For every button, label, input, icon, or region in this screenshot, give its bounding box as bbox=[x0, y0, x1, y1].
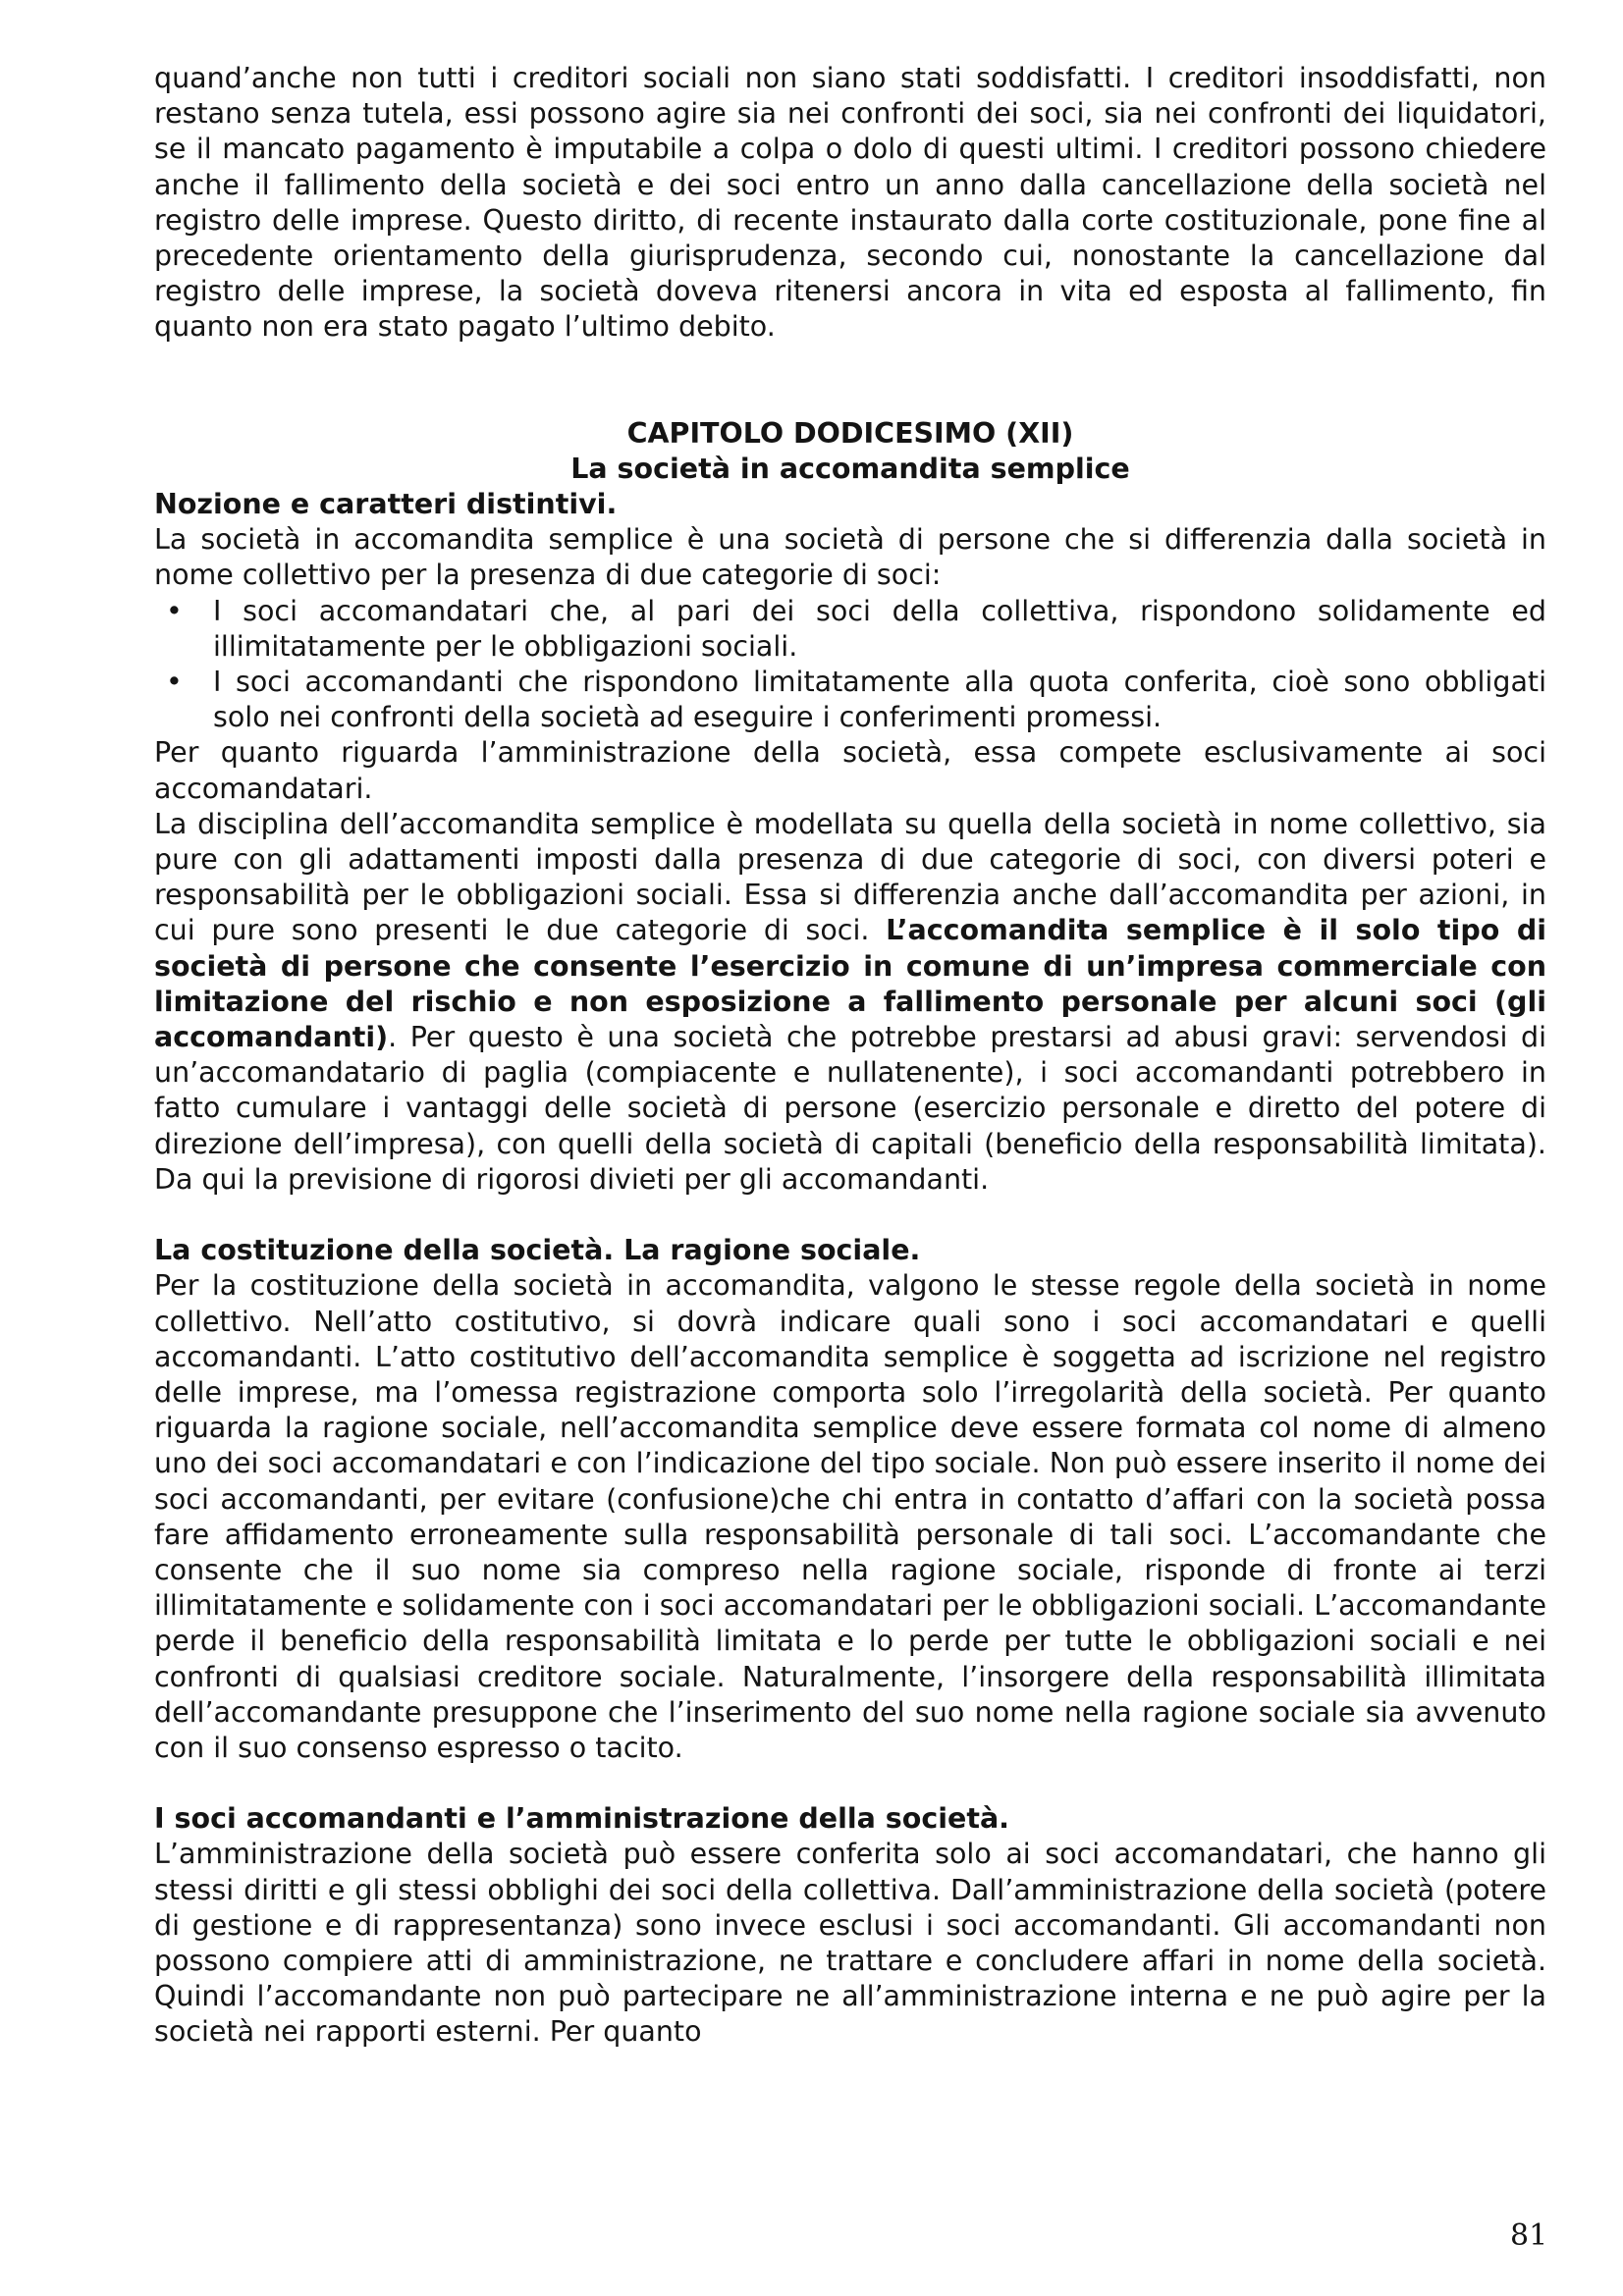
list-item-text: I soci accomandatari che, al pari dei soci della collettiva, rispondono solidamente ed illimitatamente per le obbligazioni sociali. bbox=[213, 594, 1546, 663]
spacer bbox=[154, 346, 1546, 416]
discipline-text-end: . Per questo è una società che potrebbe prestarsi ad abusi gravi: servendosi di un’accomandatario di paglia (compiacente e nullatenente), i soci accomandanti potrebbero in fatto cumulare i vantaggi delle società di persone (esercizio personale e diretto del potere di direzione dell’impresa), con quelli della società di capitali (beneficio della responsabilità limitata). Da qui la previsione di rigorosi divieti per gli accomandanti. bbox=[154, 1021, 1546, 1196]
discipline-paragraph bbox=[154, 807, 1546, 1198]
discipline-emphasis: L’accomandita semplice è il solo tipo di società di persone che consente l’esercizio in comune di un’impresa commerciale con limitazione del rischio e non esposizione a fallimento personale per alcuni soci (gli accomandanti) bbox=[154, 914, 1547, 1054]
intro-paragraph: quand’anche non tutti i creditori sociali non siano stati soddisfatti. I creditori insoddisfatti, non restano senza tutela, essi possono agire sia nei confronti dei soci, sia nei confronti dei liquidatori, se il mancato pagamento è imputabile a colpa o dolo di questi ultimi. I creditori possono chiedere anche il fallimento della società e dei soci entro un anno dalla cancellazione della società nel registro delle imprese. Questo diritto, di recente instaurato dalla corte costituzionale, pone fine al precedente orientamento della giurisprudenza, secondo cui, nonostante la cancellazione dal registro delle imprese, la società doveva ritenersi ancora in vita ed esposta al fallimento, fin quanto non era stato pagato l’ultimo debito. bbox=[154, 62, 1546, 344]
admin-paragraph: Per quanto riguarda l’amministrazione della società, essa compete esclusivamente ai soci accomandatari. bbox=[154, 736, 1546, 805]
section-heading-nozione: Nozione e caratteri distintivi. bbox=[154, 488, 618, 521]
chapter-subtitle: La società in accomandita semplice bbox=[570, 452, 1130, 485]
categories-list bbox=[154, 594, 1546, 736]
bullet-icon: • bbox=[166, 594, 183, 627]
discipline-text-start: La disciplina dell’accomandita semplice è modellata su quella della società in nome collettivo, sia pure con gli adattamenti imposti dalla presenza di due categorie di soci, con diversi poteri e responsabilità per le obbligazioni sociali. Essa si differenzia anche dall’accomandita per azioni, in cui pure sono presenti le due categorie di soci. bbox=[154, 807, 1546, 947]
list-item-text: I soci accomandanti che rispondono limitatamente alla quota conferita, cioè sono obbligati solo nei confronti della società ad eseguire i conferimenti promessi. bbox=[213, 666, 1546, 734]
section-heading-costituzione: La costituzione della società. La ragione sociale. bbox=[154, 1234, 921, 1267]
bullet-icon: • bbox=[166, 666, 183, 699]
section1-intro: La società in accomandita semplice è una società di persone che si differenzia dalla società in nome collettivo per la presenza di due categorie di soci: bbox=[154, 523, 1546, 592]
chapter-title: CAPITOLO DODICESIMO (XII) bbox=[626, 416, 1074, 450]
list-item bbox=[166, 594, 1546, 665]
spacer bbox=[154, 1198, 1546, 1233]
section-heading-amministrazione: I soci accomandanti e l’amministrazione della società. bbox=[154, 1802, 1010, 1836]
list-item bbox=[166, 665, 1546, 735]
costituzione-paragraph: Per la costituzione della società in accomandita, valgono le stesse regole della società in nome collettivo. Nell’atto costitutivo, si dovrà indicare quali sono i soci accomandatari e quelli accomandanti. L’atto costitutivo dell’accomandita semplice è soggetta ad iscrizione nel registro delle imprese, ma l’omessa registrazione comporta solo l’irregolarità della società. Per quanto riguarda la ragione sociale, nell’accomandita semplice deve essere formata col nome di almeno uno dei soci accomandatari e con l’indicazione del tipo sociale. Non può essere inserito il nome dei soci accomandanti, per evitare (confusione)che chi entra in contatto d’affari con la società possa fare affidamento erroneamente sulla responsabilità personale di tali soci. L’accomandante che consente che il suo nome sia compreso nella ragione sociale, risponde di fronte ai terzi illimitatamente e solidamente con i soci accomandatari per le obbligazioni sociali. L’accomandante perde il beneficio della responsabilità limitata e lo perde per tutte le obbligazioni sociali e nei confronti di qualsiasi creditore sociale. Naturalmente, l’insorgere della responsabilità illimitata dell’accomandante presuppone che l’inserimento del suo nome nella ragione sociale sia avvenuto con il suo consenso espresso o tacito. bbox=[154, 1269, 1546, 1764]
document-page bbox=[154, 61, 1546, 2051]
amministrazione-paragraph: L’amministrazione della società può essere conferita solo ai soci accomandatari, che hanno gli stessi diritti e gli stessi obblighi dei soci della collettiva. Dall’amministrazione della società (potere di gestione e di rappresentanza) sono invece esclusi i soci accomandanti. Gli accomandanti non possono compiere atti di amministrazione, ne trattare e concludere affari in nome della società. Quindi l’accomandante non può partecipare ne all’amministrazione interna e ne può agire per la società nei rapporti esterni. Per quanto bbox=[154, 1838, 1546, 2049]
spacer bbox=[154, 1766, 1546, 1801]
page-number: 81 bbox=[1510, 2218, 1548, 2253]
